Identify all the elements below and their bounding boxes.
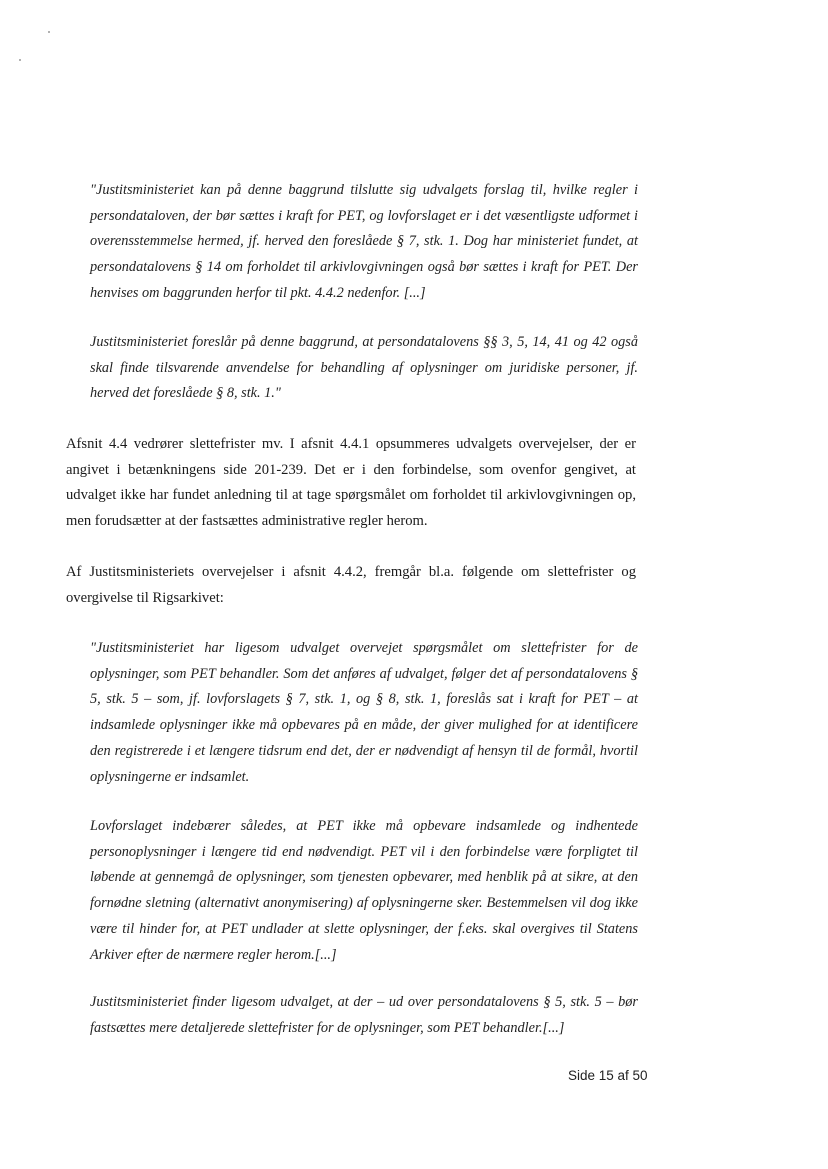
body-paragraph-2: Af Justitsministeriets overvejelser i afsnit 4.4.2, fremgår bl.a. følgende om slettefrister og overgivelse til Rigsarkivet: [66, 564, 636, 606]
quote-2-paragraph-1: "Justitsministeriet har ligesom udvalget overvejet spørgsmålet om slettefrister for de oplysninger, som PET behandler. Som det anføres af udvalget, følger det af persondatalovens § 5, stk. 5 – som, jf. lovforslagets § 7, stk. 1, og § 8, stk. 1, foreslås sat i kraft for PET – at indsamlede oplysninger ikke må opbevares på en måde, der giver mulighed for at identificere den registrerede i et længere tidsrum end det, der er nødvendigt af hensyn til de formål, hvortil oplysningerne er indsamlet. [90, 640, 638, 785]
quote-2-paragraph-2: Lovforslaget indebærer således, at PET ikke må opbevare indsamlede og indhentede personoplysninger i længere tid end nødvendigt. PET vil i den forbindelse være forpligtet til løbende at gennemgå de oplysninger, som tjenesten opbevarer, med henblik på at sikre, at den fornødne sletning (alternativt anonymisering) af oplysningerne sker. Bestemmelsen vil dog ikke være til hinder for, at PET undlader at slette oplysninger, der f.eks. skal overgives til Statens Arkiver efter de nærmere regler herom.[...] [90, 818, 638, 963]
quote-1-paragraph-2: Justitsministeriet foreslår på denne baggrund, at persondatalovens §§ 3, 5, 14, 41 og 42 også skal finde tilsvarende anvendelse for behandling af oplysninger om juridiske personer, jf. herved det foreslåede § 8, stk. 1." [90, 334, 638, 402]
body-paragraph-1: Afsnit 4.4 vedrører slettefrister mv. I afsnit 4.4.1 opsummeres udvalgets overvejelser, der er angivet i betænkningens side 201-239. Det er i den forbindelse, som ovenfor gengivet, at udvalget ikke har fundet anledning til at tage spørgsmålet om forholdet til arkivlovgivningen op, men forudsætter at der fastsættes administrative regler herom. [66, 436, 636, 530]
quote-1-paragraph-1: "Justitsministeriet kan på denne baggrund tilslutte sig udvalgets forslag til, hvilke regler i persondataloven, der bør sættes i kraft for PET, og lovforslaget er i det væsentligste udformet i overensstemmelse hermed, jf. herved den foreslåede § 7, stk. 1. Dog har ministeriet fundet, at persondatalovens § 14 om forholdet til arkivlovgivningen også bør sættes i kraft for PET. Der henvises om baggrunden herfor til pkt. 4.4.2 nedenfor. [...] [90, 182, 638, 301]
quote-2-paragraph-3: Justitsministeriet finder ligesom udvalget, at der – ud over persondatalovens § 5, stk. 5 – bør fastsættes mere detaljerede slettefrister for de oplysninger, som PET behandler.[...] [90, 994, 638, 1036]
scan-speck [19, 59, 21, 61]
scan-speck [48, 31, 50, 33]
page-number: Side 15 af 50 [568, 1068, 648, 1083]
